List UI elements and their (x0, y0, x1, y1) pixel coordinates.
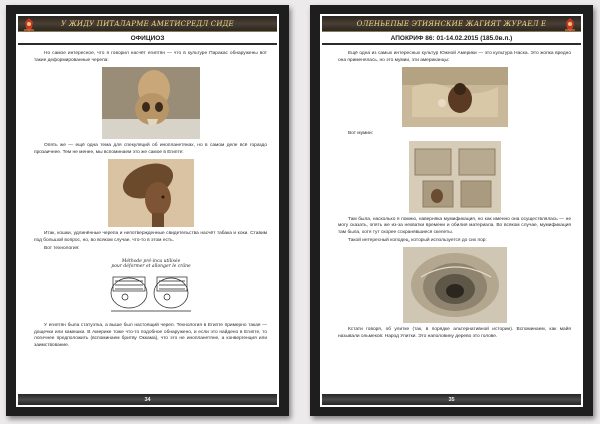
right-page-number: 35 (448, 396, 455, 403)
left-paragraph: У египтян была статуэтка, а выше был настоящий череп. Технология в Египте примерно такая — дощечки или камешки. В Америке тоже что-то подобное обнаружено, и если это найдено в Египте, то логичнее предположить (вспоминаем бритву Оккама), что это не инопланетяне, а конвергенция или заимствование. (34, 323, 267, 348)
left-page-sheet (16, 14, 279, 407)
left-header-banner (18, 16, 277, 32)
left-footer (18, 394, 277, 405)
left-content (34, 51, 267, 351)
tomb-pits-photo (409, 141, 501, 213)
right-paragraph: Такой интересный колодец, который используется до сих пор: (348, 237, 487, 243)
left-emblem-icon (21, 17, 37, 32)
right-page (310, 5, 593, 416)
right-header-text: ОЛЕНЬЕПЫЕ ЭТИЯНСКИЕ ЖАГИЯТ ЖУРАЕЛ Е (356, 19, 547, 28)
diagram-caption-line1: Méthode pré-inca utilisée (121, 259, 180, 265)
right-page-sheet (320, 14, 583, 407)
right-paragraph: Ещё одна из самых интересных культур Южной Америки — это культура Наска. Это жопка вредно она применялась, но это мумии, эти американцы: (338, 51, 571, 63)
right-content (338, 51, 571, 341)
right-footer (322, 394, 581, 405)
right-subheader: АПОКРИФ 86: 01-14.02.2015 (185.0в.п.) (322, 33, 581, 45)
left-section-title: ОФИЦИОЗ (18, 33, 277, 45)
left-page-number: 34 (144, 396, 151, 403)
spiral-well-photo (403, 247, 507, 323)
right-paragraph: Вот мумии: (348, 131, 373, 137)
right-emblem-icon (562, 17, 578, 32)
elongated-skull-photo (102, 67, 200, 139)
diagram-caption-line2: pour déformer et allonger le crâne (110, 264, 191, 270)
egyptian-head-photo (108, 159, 194, 227)
right-paragraph: Кстати говоря, об улитке (так, в порядке альтернативной истории). Вспоминаем, как майя называли ольмеков: Народ Улитки. Это наполовину дерево это голове. (338, 327, 571, 339)
left-paragraph: Итак, кошки, удлинённые черепа и непотвержденные свидетельства насчёт табакa и коки. Ставим под большой вопрос, но, во всяком случае, что-то в этом есть. (34, 231, 267, 243)
left-page (6, 5, 289, 416)
right-paragraph: Там была, насколько я помню, наверняка мумификация, но как именно она осуществлялась — не могу сказать, опять же из-за нехватки времени и обилия материала. Во всяком случае, мумификация там была, хотя тут скорее сохранявшиеся скелеты. (338, 216, 571, 235)
mummy-excavation-photo (402, 67, 508, 127)
left-paragraph: Опять же — ещё одна тема для спекуляций об инопланетянах, но в самом деле всё гораздо прозаичнее. Тем не менее, мы вспоминаем это же самое в Египте: (34, 143, 267, 155)
right-header-banner (322, 16, 581, 32)
left-paragraph: Вот технология: (44, 245, 80, 251)
left-header-text: У ЖИДУ ПИТАЛАРМЕ АМЕТИСРЕДЛ СИДЕ (61, 19, 234, 28)
skull-binding-diagram (101, 255, 201, 319)
left-paragraph: Но самое интересное, что я говорил насчёт египтян — что в культуре Паракас обнаружены вот такие деформированные черепа: (34, 51, 267, 63)
